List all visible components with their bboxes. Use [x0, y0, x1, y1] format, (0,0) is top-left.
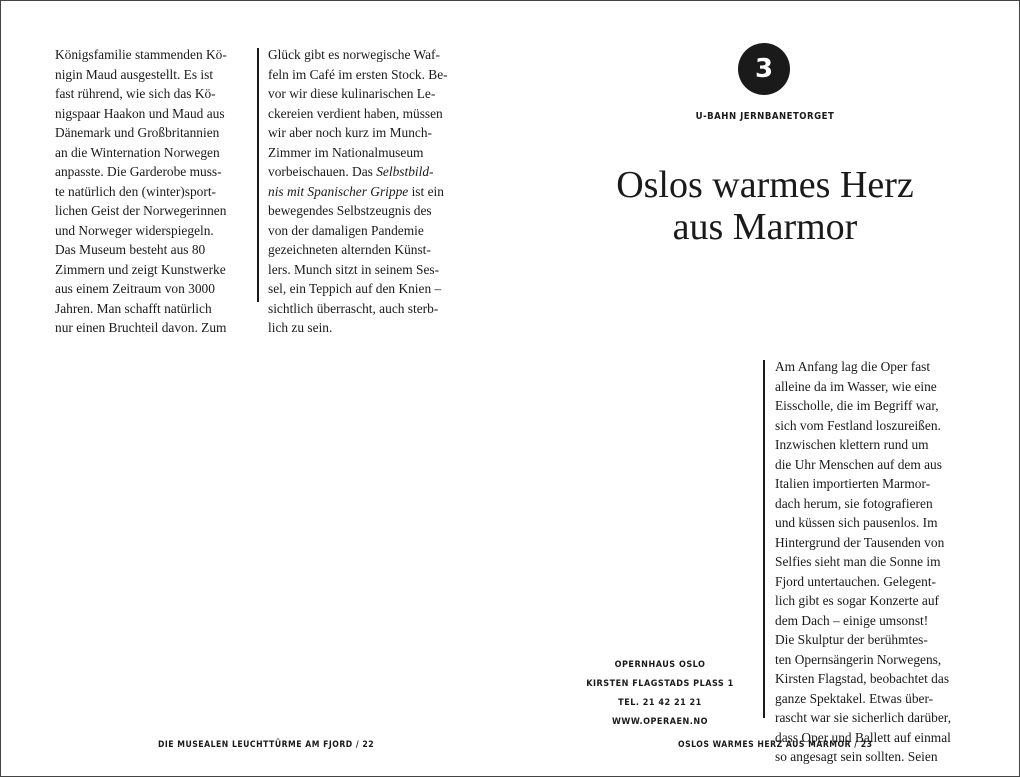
left-column-b [268, 45, 458, 338]
column-divider-left [257, 48, 259, 302]
footer-right: OSLOS WARMES HERZ AUS MARMOR / 23 [678, 740, 873, 750]
title-line-2: aus Marmor [672, 206, 858, 248]
left-column-b-text-2: ist ein bewegendes Selbstzeugnis des von der damaligen Pandemie gezeichneten alternden Künst- lers. Munch sitzt in seinem Ses- sel, ein Teppich auf den Knien – sichtlich überrascht, auch sterb- lich zu sein. [268, 183, 444, 335]
left-column-a: Königsfamilie stammenden Kö- nigin Maud ausgestellt. Es ist fast rührend, wie sich das Kö- nigspaar Haakon und Maud aus Dänemark und Großbritannien an die Winternation Norwegen anpasste. Die Garderobe muss- te natürlich den (winter)sport- lichen Geist der Norwegerinnen und Norweger widerspiegeln. Das Museum besteht aus 80 Zimmern und zeigt Kunstwerke aus einem Zeitraum von 3000 Jahren. Man schafft natürlich nur einen Bruchteil davon. Zum [55, 47, 227, 335]
footer-left: DIE MUSEALEN LEUCHTTÜRME AM FJORD / 22 [158, 740, 375, 750]
subway-station: U-BAHN JERNBANETORGET [695, 111, 835, 122]
venue-web: WWW.OPERAEN.NO [611, 717, 709, 727]
left-column-b-text-1: Glück gibt es norwegische Waf- feln im Café im ersten Stock. Be- vor wir diese kulinarischen Le- ckereien verdient haben, müssen wir aber noch kurz im Munch- Zimmer im Nationalmuseum vorbeischauen. Das [268, 47, 448, 179]
venue-address: KIRSTEN FLAGSTADS PLASS 1 [586, 679, 734, 689]
artwork-title: Selbstbild- nis mit Spanischer Grippe [268, 164, 434, 199]
venue-name: OPERNHAUS OSLO [614, 660, 706, 670]
venue-phone: TEL. 21 42 21 21 [618, 698, 702, 708]
right-column: Am Anfang lag die Oper fast alleine da im Wasser, wie eine Eisscholle, die im Begriff war, sich vom Festland loszureißen. Inzwischen klettern rund um die Uhr Menschen auf dem aus Italien importierten Marmor- dach herum, sie fotografieren und küssen sich pausenlos. Im Hintergrund der Tausenden von Selfies sieht man die Sonne im Fjord untertauchen. Gelegent- lich gibt es sogar Konzerte auf dem Dach – einige umsonst! Die Skulptur der berühmtes- ten Opernsängerin Norwegens, Kirsten Flagstad, beobachtet das ganze Spektakel. Etwas über- rascht war sie sicherlich darüber, dass Oper und Ballett auf einmal so angesagt sein sollten. Seien [775, 359, 952, 764]
chapter-number-badge: 3 [738, 43, 790, 95]
title-line-1: Oslos warmes Herz [616, 164, 914, 206]
page-title [555, 164, 975, 248]
venue-info [560, 656, 760, 732]
column-divider-right [763, 360, 765, 718]
